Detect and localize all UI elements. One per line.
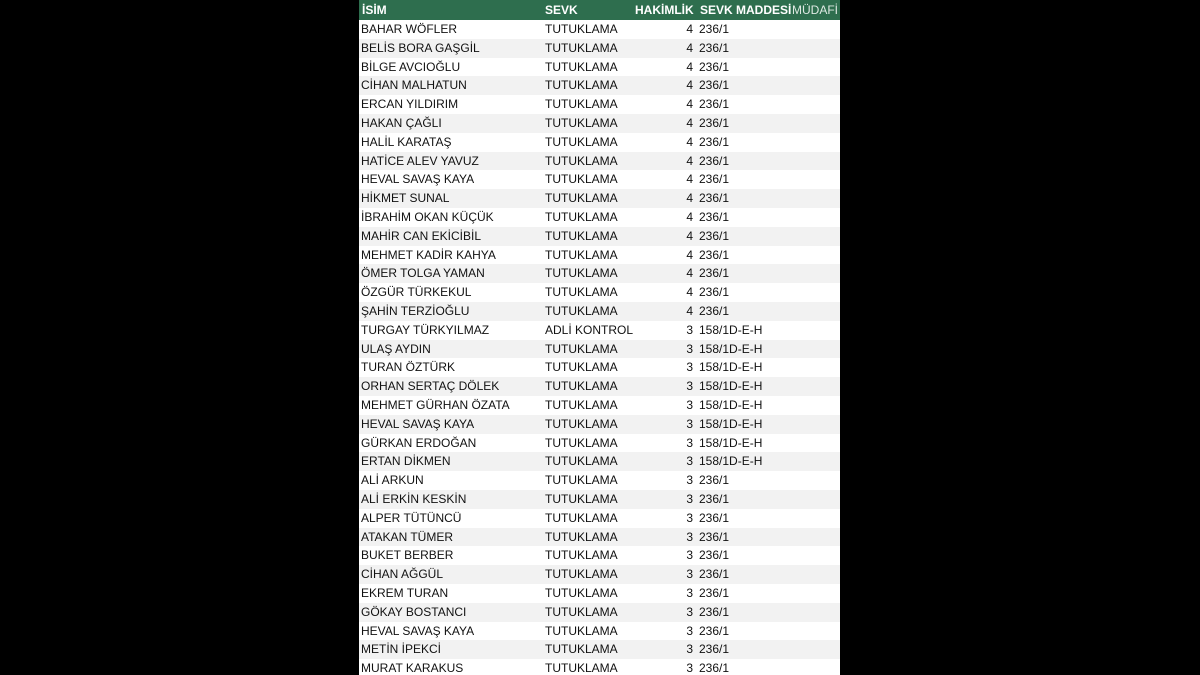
table-row: [359, 95, 840, 114]
cell-sevk-maddesi: 158/1D-E-H: [699, 397, 763, 412]
table-row: [359, 283, 840, 302]
cell-sevk: TUTUKLAMA: [545, 529, 618, 544]
cell-sevk: TUTUKLAMA: [545, 285, 618, 300]
cell-hakimlik: 3: [686, 510, 693, 525]
cell-sevk: TUTUKLAMA: [545, 22, 618, 36]
cell-isim: ATAKAN TÜMER: [361, 529, 454, 544]
table-row: [359, 340, 840, 359]
cell-sevk-maddesi: 236/1: [699, 642, 730, 657]
cell-sevk: TUTUKLAMA: [545, 642, 618, 657]
cell-isim: HEVAL SAVAŞ KAYA: [361, 172, 475, 187]
cell-sevk: TUTUKLAMA: [545, 134, 618, 149]
cell-isim: MEHMET KADİR KAHYA: [361, 247, 496, 262]
cell-sevk: TUTUKLAMA: [545, 191, 618, 206]
table-row: [359, 622, 840, 641]
cell-hakimlik: 4: [686, 40, 693, 55]
table-row: [359, 76, 840, 95]
table-row: [359, 528, 840, 547]
column-header-isim: İSİM: [362, 3, 387, 17]
cell-hakimlik: 3: [686, 435, 693, 450]
table-row: [359, 452, 840, 471]
cell-sevk: TUTUKLAMA: [545, 491, 618, 506]
cell-sevk-maddesi: 236/1: [699, 97, 730, 112]
cell-isim: CİHAN MALHATUN: [361, 78, 467, 93]
cell-sevk-maddesi: 236/1: [699, 623, 730, 638]
cell-isim: ALİ ARKUN: [361, 473, 424, 488]
cell-sevk: TUTUKLAMA: [545, 435, 618, 450]
cell-sevk: TUTUKLAMA: [545, 59, 618, 74]
cell-sevk-maddesi: 158/1D-E-H: [699, 379, 763, 394]
cell-sevk: TUTUKLAMA: [545, 247, 618, 262]
table-row: [359, 396, 840, 415]
cell-isim: BUKET BERBER: [361, 548, 454, 563]
cell-isim: BAHAR WÖFLER: [361, 22, 458, 36]
cell-sevk-maddesi: 236/1: [699, 585, 730, 600]
table-row: [359, 546, 840, 565]
cell-isim: GÜRKAN ERDOĞAN: [361, 435, 477, 450]
cell-isim: TURGAY TÜRKYILMAZ: [361, 322, 490, 337]
cell-hakimlik: 4: [686, 209, 693, 224]
cell-hakimlik: 3: [686, 416, 693, 431]
cell-hakimlik: 4: [686, 247, 693, 262]
cell-sevk: TUTUKLAMA: [545, 567, 618, 582]
cell-isim: ÖMER TOLGA YAMAN: [361, 266, 485, 281]
cell-hakimlik: 3: [686, 585, 693, 600]
cell-hakimlik: 3: [686, 529, 693, 544]
cell-sevk: TUTUKLAMA: [545, 303, 618, 318]
cell-isim: ALİ ERKİN KESKİN: [361, 491, 467, 506]
cell-sevk-maddesi: 236/1: [699, 548, 730, 563]
cell-sevk-maddesi: 236/1: [699, 59, 730, 74]
table-header-row: [359, 0, 840, 20]
cell-sevk: TUTUKLAMA: [545, 548, 618, 563]
cell-hakimlik: 4: [686, 134, 693, 149]
cell-sevk: TUTUKLAMA: [545, 454, 618, 469]
cell-hakimlik: 4: [686, 303, 693, 318]
cell-sevk-maddesi: 158/1D-E-H: [699, 322, 763, 337]
cell-sevk: TUTUKLAMA: [545, 172, 618, 187]
cell-isim: HİKMET SUNAL: [361, 191, 450, 206]
cell-sevk-maddesi: 236/1: [699, 303, 730, 318]
cell-sevk: TUTUKLAMA: [545, 115, 618, 130]
cell-sevk-maddesi: 236/1: [699, 567, 730, 582]
cell-sevk: TUTUKLAMA: [545, 78, 618, 93]
cell-sevk-maddesi: 236/1: [699, 473, 730, 488]
cell-isim: ORHAN SERTAÇ DÖLEK: [361, 379, 500, 394]
table-row: [359, 264, 840, 283]
cell-hakimlik: 4: [686, 78, 693, 93]
cell-hakimlik: 4: [686, 228, 693, 243]
cell-sevk-maddesi: 236/1: [699, 134, 730, 149]
cell-isim: MURAT KARAKUS: [361, 661, 464, 675]
table-row: [359, 208, 840, 227]
table-row: [359, 20, 840, 39]
cell-isim: HEVAL SAVAŞ KAYA: [361, 416, 475, 431]
cell-sevk: TUTUKLAMA: [545, 510, 618, 525]
cell-isim: ERTAN DİKMEN: [361, 454, 451, 469]
cell-isim: HAKAN ÇAĞLI: [361, 115, 442, 130]
cell-hakimlik: 3: [686, 322, 693, 337]
table-row: [359, 584, 840, 603]
cell-sevk: TUTUKLAMA: [545, 473, 618, 488]
cell-hakimlik: 3: [686, 341, 693, 356]
table-row: [359, 640, 840, 659]
cell-sevk: TUTUKLAMA: [545, 661, 618, 675]
table-row: [359, 152, 840, 171]
cell-sevk-maddesi: 236/1: [699, 510, 730, 525]
cell-isim: ULAŞ AYDIN: [361, 341, 431, 356]
cell-sevk-maddesi: 236/1: [699, 209, 730, 224]
table-row: [359, 133, 840, 152]
cell-isim: GÖKAY BOSTANCI: [361, 604, 467, 619]
cell-sevk-maddesi: 236/1: [699, 191, 730, 206]
table-row: [359, 246, 840, 265]
cell-sevk-maddesi: 236/1: [699, 40, 730, 55]
table-row: [359, 490, 840, 509]
cell-isim: ÖZGÜR TÜRKEKUL: [361, 285, 472, 300]
cell-sevk: TUTUKLAMA: [545, 228, 618, 243]
table-row: [359, 114, 840, 133]
cell-isim: EKREM TURAN: [361, 585, 449, 600]
cell-sevk-maddesi: 236/1: [699, 604, 730, 619]
cell-hakimlik: 4: [686, 22, 693, 36]
cell-sevk: TUTUKLAMA: [545, 40, 618, 55]
table-row: [359, 377, 840, 396]
cell-sevk: TUTUKLAMA: [545, 153, 618, 168]
cell-sevk-maddesi: 236/1: [699, 661, 730, 675]
column-header-mudafi: MÜDAFİ: [792, 3, 838, 17]
table-row: [359, 321, 840, 340]
cell-hakimlik: 4: [686, 97, 693, 112]
cell-hakimlik: 3: [686, 473, 693, 488]
cell-sevk-maddesi: 236/1: [699, 491, 730, 506]
cell-hakimlik: 4: [686, 153, 693, 168]
table-row: [359, 227, 840, 246]
cell-hakimlik: 3: [686, 567, 693, 582]
table-body: [359, 20, 840, 675]
cell-hakimlik: 4: [686, 115, 693, 130]
table-row: [359, 434, 840, 453]
cell-sevk: TUTUKLAMA: [545, 585, 618, 600]
table-row: [359, 358, 840, 377]
cell-sevk: ADLİ KONTROL: [545, 322, 634, 337]
cell-sevk-maddesi: 158/1D-E-H: [699, 454, 763, 469]
table-row: [359, 302, 840, 321]
cell-hakimlik: 3: [686, 360, 693, 375]
cell-sevk: TUTUKLAMA: [545, 379, 618, 394]
cell-sevk: TUTUKLAMA: [545, 397, 618, 412]
table-row: [359, 565, 840, 584]
cell-sevk: TUTUKLAMA: [545, 209, 618, 224]
cell-isim: METİN İPEKCİ: [361, 642, 442, 657]
cell-hakimlik: 3: [686, 604, 693, 619]
table-row: [359, 58, 840, 77]
cell-isim: ALPER TÜTÜNCÜ: [361, 510, 462, 525]
cell-hakimlik: 4: [686, 266, 693, 281]
cell-hakimlik: 4: [686, 285, 693, 300]
cell-sevk-maddesi: 158/1D-E-H: [699, 360, 763, 375]
cell-sevk-maddesi: 236/1: [699, 22, 730, 36]
cell-sevk: TUTUKLAMA: [545, 416, 618, 431]
cell-sevk: TUTUKLAMA: [545, 604, 618, 619]
column-header-sevk: SEVK: [545, 3, 578, 17]
cell-isim: MEHMET GÜRHAN ÖZATA: [361, 397, 510, 412]
cell-sevk-maddesi: 158/1D-E-H: [699, 341, 763, 356]
cell-hakimlik: 3: [686, 548, 693, 563]
cell-sevk: TUTUKLAMA: [545, 97, 618, 112]
spreadsheet-table: [359, 0, 840, 675]
cell-sevk-maddesi: 236/1: [699, 529, 730, 544]
cell-isim: İBRAHİM OKAN KÜÇÜK: [361, 209, 494, 224]
column-header-sevk-maddesi: SEVK MADDESİ: [700, 3, 792, 17]
cell-sevk-maddesi: 236/1: [699, 285, 730, 300]
table-row: [359, 415, 840, 434]
cell-sevk-maddesi: 158/1D-E-H: [699, 435, 763, 450]
cell-isim: HATİCE ALEV YAVUZ: [361, 153, 479, 168]
cell-isim: BELİS BORA GAŞGİL: [361, 40, 480, 55]
cell-sevk-maddesi: 236/1: [699, 78, 730, 93]
cell-isim: CİHAN AĞGÜL: [361, 567, 444, 582]
cell-hakimlik: 4: [686, 172, 693, 187]
table-row: [359, 189, 840, 208]
cell-sevk-maddesi: 236/1: [699, 172, 730, 187]
cell-hakimlik: 3: [686, 397, 693, 412]
cell-sevk: TUTUKLAMA: [545, 360, 618, 375]
table-row: [359, 509, 840, 528]
cell-sevk-maddesi: 236/1: [699, 266, 730, 281]
cell-isim: ŞAHİN TERZİOĞLU: [361, 303, 470, 318]
cell-sevk-maddesi: 236/1: [699, 228, 730, 243]
cell-sevk: TUTUKLAMA: [545, 266, 618, 281]
cell-sevk: TUTUKLAMA: [545, 341, 618, 356]
cell-hakimlik: 3: [686, 642, 693, 657]
cell-isim: HALİL KARATAŞ: [361, 134, 452, 149]
cell-sevk-maddesi: 236/1: [699, 115, 730, 130]
cell-hakimlik: 4: [686, 59, 693, 74]
cell-sevk-maddesi: 236/1: [699, 153, 730, 168]
cell-isim: BİLGE AVCIOĞLU: [361, 59, 461, 74]
cell-isim: TURAN ÖZTÜRK: [361, 360, 455, 375]
table-row: [359, 603, 840, 622]
cell-hakimlik: 3: [686, 661, 693, 675]
cell-hakimlik: 3: [686, 454, 693, 469]
cell-sevk-maddesi: 236/1: [699, 247, 730, 262]
cell-sevk-maddesi: 158/1D-E-H: [699, 416, 763, 431]
cell-hakimlik: 4: [686, 191, 693, 206]
cell-isim: MAHİR CAN EKİCİBİL: [361, 228, 482, 243]
cell-hakimlik: 3: [686, 379, 693, 394]
table-row: [359, 659, 840, 675]
table-row: [359, 39, 840, 58]
cell-hakimlik: 3: [686, 491, 693, 506]
column-header-hakimlik: HAKİMLİK: [635, 3, 694, 17]
cell-sevk: TUTUKLAMA: [545, 623, 618, 638]
cell-isim: ERCAN YILDIRIM: [361, 97, 459, 112]
cell-isim: HEVAL SAVAŞ KAYA: [361, 623, 475, 638]
table-row: [359, 471, 840, 490]
cell-hakimlik: 3: [686, 623, 693, 638]
table-row: [359, 170, 840, 189]
